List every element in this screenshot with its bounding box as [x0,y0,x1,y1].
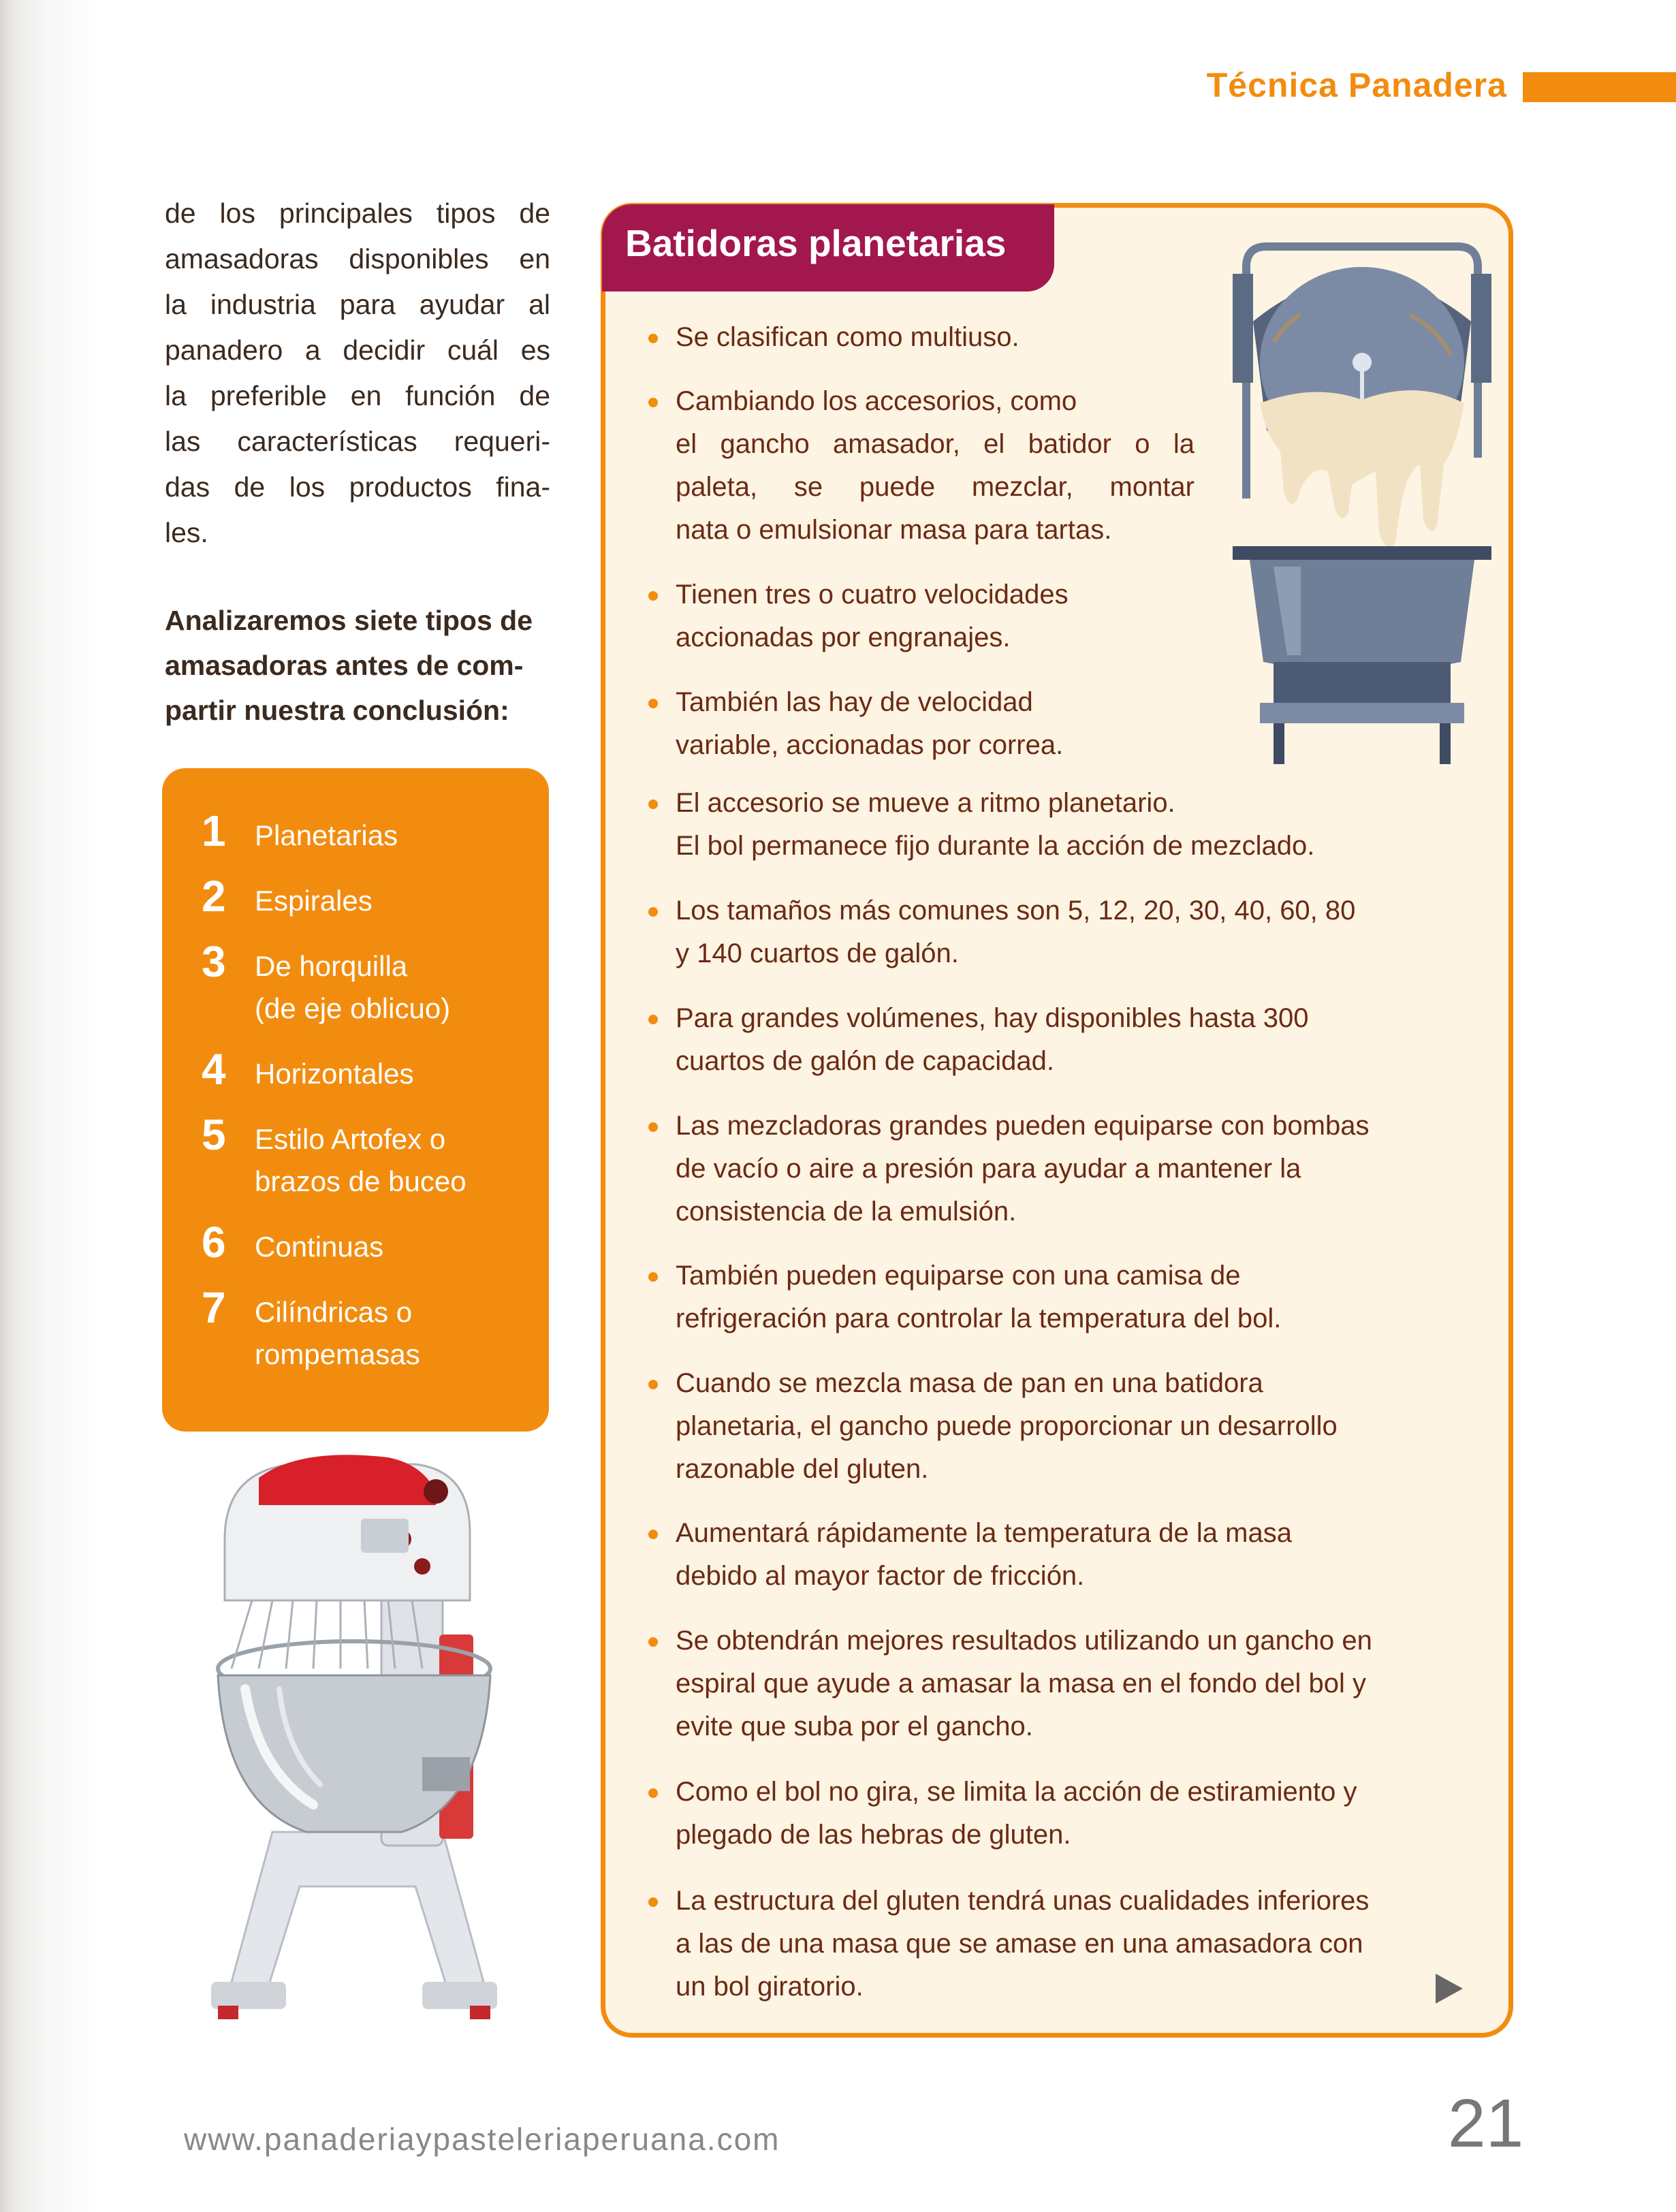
next-arrow-icon[interactable] [1436,1974,1463,2004]
list-number: 4 [202,1045,226,1094]
list-number: 5 [202,1110,226,1159]
bullet-dot [648,591,658,601]
list-number: 6 [202,1218,226,1267]
mixer-types-list [162,768,549,1432]
intro-line: la preferible en función de [165,380,550,411]
intro-bold-line: partir nuestra conclusión: [165,695,509,726]
bullet-dot [648,1897,658,1907]
bullet-dot [648,398,658,407]
list-number: 7 [202,1283,226,1332]
bullet-dot [648,1015,658,1024]
list-label: Planetarias [255,819,398,851]
intro-bold-line: Analizaremos siete tipos de [165,605,533,636]
bullet-dot [648,699,658,708]
list-number: 1 [202,806,226,855]
planetary-mixer-image [197,1451,518,2050]
list-label: Continuas [255,1231,384,1263]
intro-line: panadero a decidir cuál es [165,334,550,366]
bullet-dot [648,1122,658,1132]
bullet-dot [648,1637,658,1647]
intro-line: de los principales tipos de [165,198,550,229]
footer-url[interactable]: www.panaderiaypasteleriaperuana.com [184,2121,780,2157]
bullet-dot [648,334,658,343]
bullet-dot [648,1530,658,1539]
bullet-dot [648,907,658,917]
header-accent-bar [1523,72,1676,102]
list-label: De horquilla (de eje oblicuo) [255,950,451,1024]
list-label: Espirales [255,885,373,917]
planetary-bowl-illustration [1233,240,1491,771]
list-number: 2 [202,872,226,921]
list-label: Estilo Artofex o brazos de buceo [255,1123,467,1197]
intro-bold-paragraph [165,598,560,733]
list-label: Cilíndricas o rompemasas [255,1296,420,1370]
list-number: 3 [202,937,226,986]
list-label: Horizontales [255,1058,414,1090]
bullet-dot [648,1272,658,1282]
intro-line: das de los productos fina- [165,471,550,503]
bullet-dot [648,800,658,809]
intro-bold-line: amasadoras antes de com- [165,650,524,681]
section-title: Técnica Panadera [1206,66,1507,104]
intro-line: las características requeri- [165,426,550,457]
intro-line: la industria para ayudar al [165,289,550,320]
intro-line: amasadoras disponibles en [165,243,550,274]
intro-line: les. [165,517,208,548]
page-number: 21 [1448,2085,1524,2162]
panel-title: Batidoras planetarias [625,222,1007,264]
bullet-dot [648,1380,658,1389]
bullet-dot [648,1788,658,1798]
intro-paragraph [165,191,550,556]
page-edge-shadow [0,0,102,2212]
